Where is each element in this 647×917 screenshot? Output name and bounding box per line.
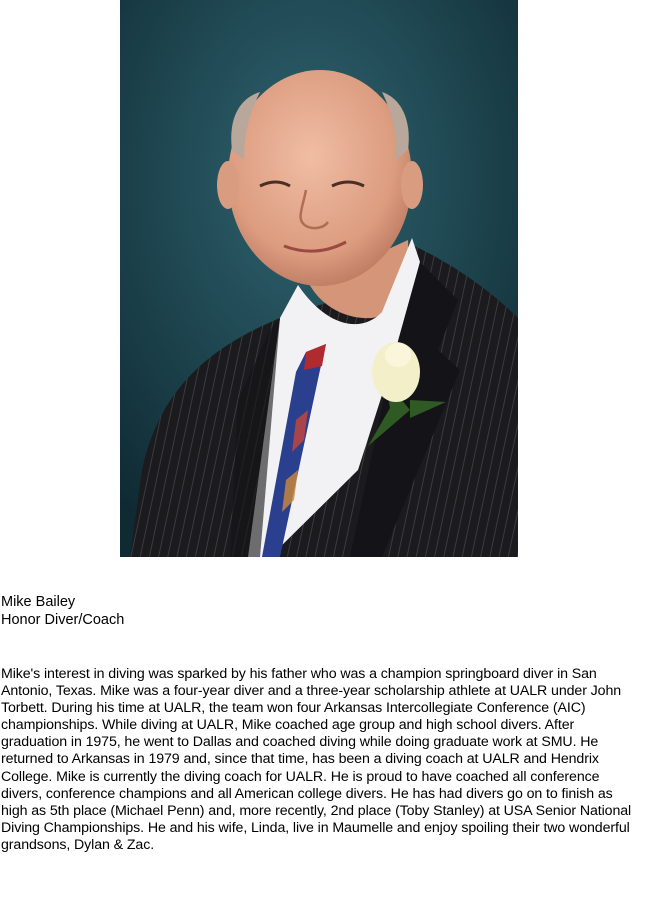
right-ear <box>401 161 423 209</box>
rose-bud <box>385 343 411 367</box>
person-role: Honor Diver/Coach <box>1 612 125 628</box>
head <box>228 70 412 286</box>
person-name: Mike Bailey <box>1 594 76 610</box>
biography-paragraph: Mike's interest in diving was sparked by his father who was a champion springboard diver in San Antonio, Texas. Mike was a four-year diver and a three-year scholarship athlete at UALR under John Torbett. During his time at UALR, the team won four Arkansas Intercollegiate Conference (AIC) championships. While diving at UALR, Mike coached age group and high school divers. After graduation in 1975, he went to Dallas and coached diving while doing graduate work at SMU. He returned to Arkansas in 1979 and, since that time, has been a diving coach at UALR and Hendrix College. Mike is currently the diving coach for UALR. He is proud to have coached all conference divers, conference champions and all American college divers. He has had divers go on to finish as high as 5th place (Michael Penn) and, more recently, 2nd place (Toby Stanley) at USA Senior National Diving Championships. He and his wife, Linda, live in Maumelle and enjoy spoiling their two wonderful grandsons, Dylan & Zac. <box>1 666 632 853</box>
left-ear <box>217 161 239 209</box>
profile-heading <box>1 593 124 629</box>
portrait-photo <box>120 0 518 557</box>
portrait-illustration <box>120 0 518 557</box>
